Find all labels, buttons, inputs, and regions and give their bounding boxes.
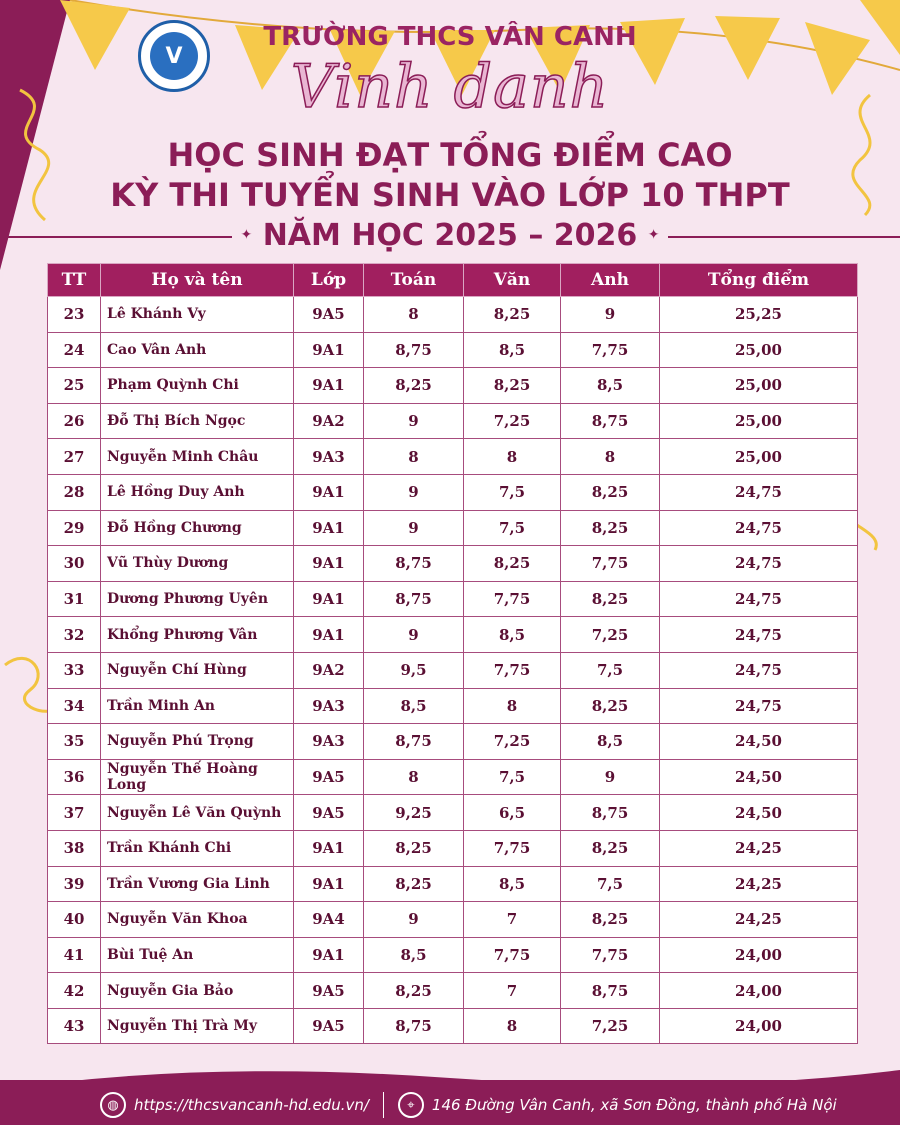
cell-literature: 7,75: [464, 652, 561, 688]
table-row: [48, 474, 858, 510]
cell-literature: 7,5: [464, 759, 561, 795]
cell-class: 9A5: [294, 759, 364, 795]
globe-icon: ◍: [100, 1092, 126, 1118]
cell-english: 7,25: [561, 617, 660, 653]
table-row: [48, 795, 858, 831]
school-name: TRƯỜNG THCS VÂN CANH: [263, 22, 637, 52]
cell-class: 9A4: [294, 902, 364, 938]
map-pin-icon: ⌖: [398, 1092, 424, 1118]
cell-tt: 27: [48, 439, 101, 475]
cell-tt: 24: [48, 332, 101, 368]
cell-total: 24,75: [660, 581, 858, 617]
table-row: [48, 403, 858, 439]
cell-name: Trần Minh An: [101, 688, 294, 724]
cell-english: 7,75: [561, 937, 660, 973]
cell-tt: 31: [48, 581, 101, 617]
cell-math: 8,5: [364, 937, 464, 973]
cell-math: 8,75: [364, 332, 464, 368]
cell-tt: 42: [48, 973, 101, 1009]
table-row: [48, 297, 858, 333]
cell-name: Lê Khánh Vy: [101, 297, 294, 333]
cell-math: 8,75: [364, 546, 464, 582]
cell-math: 9: [364, 617, 464, 653]
cell-english: 9: [561, 759, 660, 795]
cell-class: 9A3: [294, 688, 364, 724]
cell-english: 7,75: [561, 332, 660, 368]
cell-math: 9,5: [364, 652, 464, 688]
table-row: [48, 510, 858, 546]
cell-class: 9A1: [294, 510, 364, 546]
cell-tt: 29: [48, 510, 101, 546]
cell-literature: 8,5: [464, 332, 561, 368]
cell-total: 24,00: [660, 937, 858, 973]
cell-total: 25,00: [660, 439, 858, 475]
cell-class: 9A1: [294, 546, 364, 582]
cell-math: 9,25: [364, 795, 464, 831]
cell-name: Nguyễn Minh Châu: [101, 439, 294, 475]
table-row: [48, 581, 858, 617]
cell-literature: 7,75: [464, 937, 561, 973]
cell-literature: 7,5: [464, 474, 561, 510]
cell-name: Trần Khánh Chi: [101, 830, 294, 866]
cell-class: 9A2: [294, 652, 364, 688]
cell-english: 8,5: [561, 724, 660, 760]
table-row: [48, 652, 858, 688]
footer-divider: [383, 1092, 384, 1118]
cell-math: 8,75: [364, 581, 464, 617]
table-row: [48, 546, 858, 582]
cell-tt: 30: [48, 546, 101, 582]
cell-math: 8: [364, 297, 464, 333]
cell-class: 9A1: [294, 866, 364, 902]
cell-name: Lê Hồng Duy Anh: [101, 474, 294, 510]
column-header-total: Tổng điểm: [660, 264, 858, 297]
cell-total: 24,00: [660, 1008, 858, 1044]
cell-total: 24,75: [660, 652, 858, 688]
cell-math: 8,75: [364, 724, 464, 760]
cell-total: 24,25: [660, 902, 858, 938]
cell-english: 8,25: [561, 581, 660, 617]
cell-total: 24,00: [660, 973, 858, 1009]
cell-tt: 32: [48, 617, 101, 653]
cell-tt: 28: [48, 474, 101, 510]
table-row: [48, 759, 858, 795]
cell-english: 7,5: [561, 866, 660, 902]
cell-tt: 23: [48, 297, 101, 333]
cell-english: 8,25: [561, 688, 660, 724]
column-header-tt: TT: [48, 264, 101, 297]
cell-class: 9A1: [294, 474, 364, 510]
table-row: [48, 617, 858, 653]
cell-total: 24,75: [660, 688, 858, 724]
cell-literature: 7,25: [464, 403, 561, 439]
cell-math: 9: [364, 474, 464, 510]
cell-class: 9A1: [294, 581, 364, 617]
cell-english: 8,75: [561, 403, 660, 439]
cell-english: 8,5: [561, 368, 660, 404]
footer-info: [100, 1090, 837, 1120]
cell-class: 9A1: [294, 368, 364, 404]
cell-name: Cao Vân Anh: [101, 332, 294, 368]
cell-tt: 37: [48, 795, 101, 831]
cell-literature: 7,75: [464, 830, 561, 866]
column-header-literature: Văn: [464, 264, 561, 297]
cell-class: 9A1: [294, 332, 364, 368]
cell-math: 8,25: [364, 973, 464, 1009]
cell-literature: 8,5: [464, 866, 561, 902]
table-row: [48, 937, 858, 973]
cell-tt: 26: [48, 403, 101, 439]
column-header-english: Anh: [561, 264, 660, 297]
cell-name: Nguyễn Thế Hoàng Long: [101, 759, 294, 795]
score-table: [47, 263, 858, 1044]
cell-tt: 43: [48, 1008, 101, 1044]
cell-total: 24,50: [660, 724, 858, 760]
cell-class: 9A1: [294, 937, 364, 973]
cell-literature: 7,25: [464, 724, 561, 760]
cell-math: 9: [364, 902, 464, 938]
cell-class: 9A5: [294, 297, 364, 333]
table-row: [48, 866, 858, 902]
cell-tt: 41: [48, 937, 101, 973]
cell-name: Đỗ Hồng Chương: [101, 510, 294, 546]
footer: [0, 1060, 900, 1125]
cell-total: 25,00: [660, 332, 858, 368]
cell-math: 9: [364, 510, 464, 546]
cell-literature: 7,75: [464, 581, 561, 617]
headline-line-1: HỌC SINH ĐẠT TỔNG ĐIỂM CAO: [167, 136, 733, 174]
cell-tt: 40: [48, 902, 101, 938]
cell-class: 9A5: [294, 795, 364, 831]
cell-math: 8,75: [364, 1008, 464, 1044]
cell-name: Vũ Thùy Dương: [101, 546, 294, 582]
cell-math: 8: [364, 439, 464, 475]
cell-literature: 8: [464, 1008, 561, 1044]
cell-class: 9A5: [294, 1008, 364, 1044]
cell-name: Khổng Phương Vân: [101, 617, 294, 653]
school-year-container: [0, 218, 900, 253]
cell-name: Dương Phương Uyên: [101, 581, 294, 617]
cell-english: 7,5: [561, 652, 660, 688]
cell-literature: 7: [464, 902, 561, 938]
cell-literature: 8,5: [464, 617, 561, 653]
cell-math: 9: [364, 403, 464, 439]
cell-class: 9A1: [294, 830, 364, 866]
cell-tt: 35: [48, 724, 101, 760]
cell-english: 8,25: [561, 830, 660, 866]
cell-class: 9A2: [294, 403, 364, 439]
cell-total: 24,75: [660, 546, 858, 582]
cell-total: 24,75: [660, 474, 858, 510]
cell-tt: 25: [48, 368, 101, 404]
sparkle-icon: ✦: [240, 227, 253, 243]
cell-tt: 39: [48, 866, 101, 902]
cell-class: 9A5: [294, 973, 364, 1009]
cell-total: 24,50: [660, 759, 858, 795]
cell-english: 8,25: [561, 902, 660, 938]
cell-tt: 34: [48, 688, 101, 724]
table-row: [48, 724, 858, 760]
cell-literature: 8,25: [464, 297, 561, 333]
cell-class: 9A3: [294, 724, 364, 760]
cell-english: 8,75: [561, 795, 660, 831]
cell-name: Trần Vương Gia Linh: [101, 866, 294, 902]
cell-math: 8,25: [364, 866, 464, 902]
cell-math: 8,25: [364, 368, 464, 404]
cell-english: 7,25: [561, 1008, 660, 1044]
table-row: [48, 830, 858, 866]
table-header-row: [48, 264, 858, 297]
table-row: [48, 973, 858, 1009]
cell-literature: 8,25: [464, 546, 561, 582]
cell-literature: 7: [464, 973, 561, 1009]
school-crest-icon: V: [150, 32, 198, 80]
cell-math: 8,25: [364, 830, 464, 866]
cell-english: 8,25: [561, 474, 660, 510]
honor-script-title: Vinh danh: [290, 52, 610, 122]
cell-total: 25,00: [660, 403, 858, 439]
table-row: [48, 332, 858, 368]
cell-math: 8,5: [364, 688, 464, 724]
cell-name: Nguyễn Chí Hùng: [101, 652, 294, 688]
cell-literature: 8: [464, 688, 561, 724]
cell-name: Nguyễn Văn Khoa: [101, 902, 294, 938]
headline-line-2: KỲ THI TUYỂN SINH VÀO LỚP 10 THPT: [110, 176, 790, 214]
column-header-name: Họ và tên: [101, 264, 294, 297]
cell-class: 9A1: [294, 617, 364, 653]
cell-tt: 36: [48, 759, 101, 795]
school-year-row: [0, 218, 900, 254]
cell-name: Nguyễn Phú Trọng: [101, 724, 294, 760]
cell-literature: 6,5: [464, 795, 561, 831]
cell-name: Nguyễn Gia Bảo: [101, 973, 294, 1009]
cell-total: 25,25: [660, 297, 858, 333]
table-row: [48, 902, 858, 938]
cell-math: 8: [364, 759, 464, 795]
column-header-math: Toán: [364, 264, 464, 297]
cell-tt: 33: [48, 652, 101, 688]
cell-english: 8: [561, 439, 660, 475]
cell-total: 24,50: [660, 795, 858, 831]
cell-total: 24,75: [660, 510, 858, 546]
cell-literature: 7,5: [464, 510, 561, 546]
column-header-class: Lớp: [294, 264, 364, 297]
cell-name: Đỗ Thị Bích Ngọc: [101, 403, 294, 439]
cell-total: 24,25: [660, 830, 858, 866]
cell-english: 7,75: [561, 546, 660, 582]
cell-name: Nguyễn Thị Trà My: [101, 1008, 294, 1044]
website-link[interactable]: https://thcsvancanh-hd.edu.vn/: [134, 1096, 369, 1114]
cell-english: 9: [561, 297, 660, 333]
cell-name: Bùi Tuệ An: [101, 937, 294, 973]
cell-tt: 38: [48, 830, 101, 866]
cell-english: 8,25: [561, 510, 660, 546]
cell-total: 25,00: [660, 368, 858, 404]
cell-literature: 8,25: [464, 368, 561, 404]
table-row: [48, 368, 858, 404]
cell-literature: 8: [464, 439, 561, 475]
school-year: NĂM HỌC 2025 – 2026: [262, 218, 638, 253]
cell-name: Nguyễn Lê Văn Quỳnh: [101, 795, 294, 831]
table-row: [48, 688, 858, 724]
sparkle-icon: ✦: [647, 227, 660, 243]
address-text: 146 Đường Vân Canh, xã Sơn Đồng, thành phố Hà Nội: [431, 1096, 837, 1114]
cell-class: 9A3: [294, 439, 364, 475]
cell-total: 24,25: [660, 866, 858, 902]
table-row: [48, 1008, 858, 1044]
cell-english: 8,75: [561, 973, 660, 1009]
cell-name: Phạm Quỳnh Chi: [101, 368, 294, 404]
table-row: [48, 439, 858, 475]
cell-total: 24,75: [660, 617, 858, 653]
